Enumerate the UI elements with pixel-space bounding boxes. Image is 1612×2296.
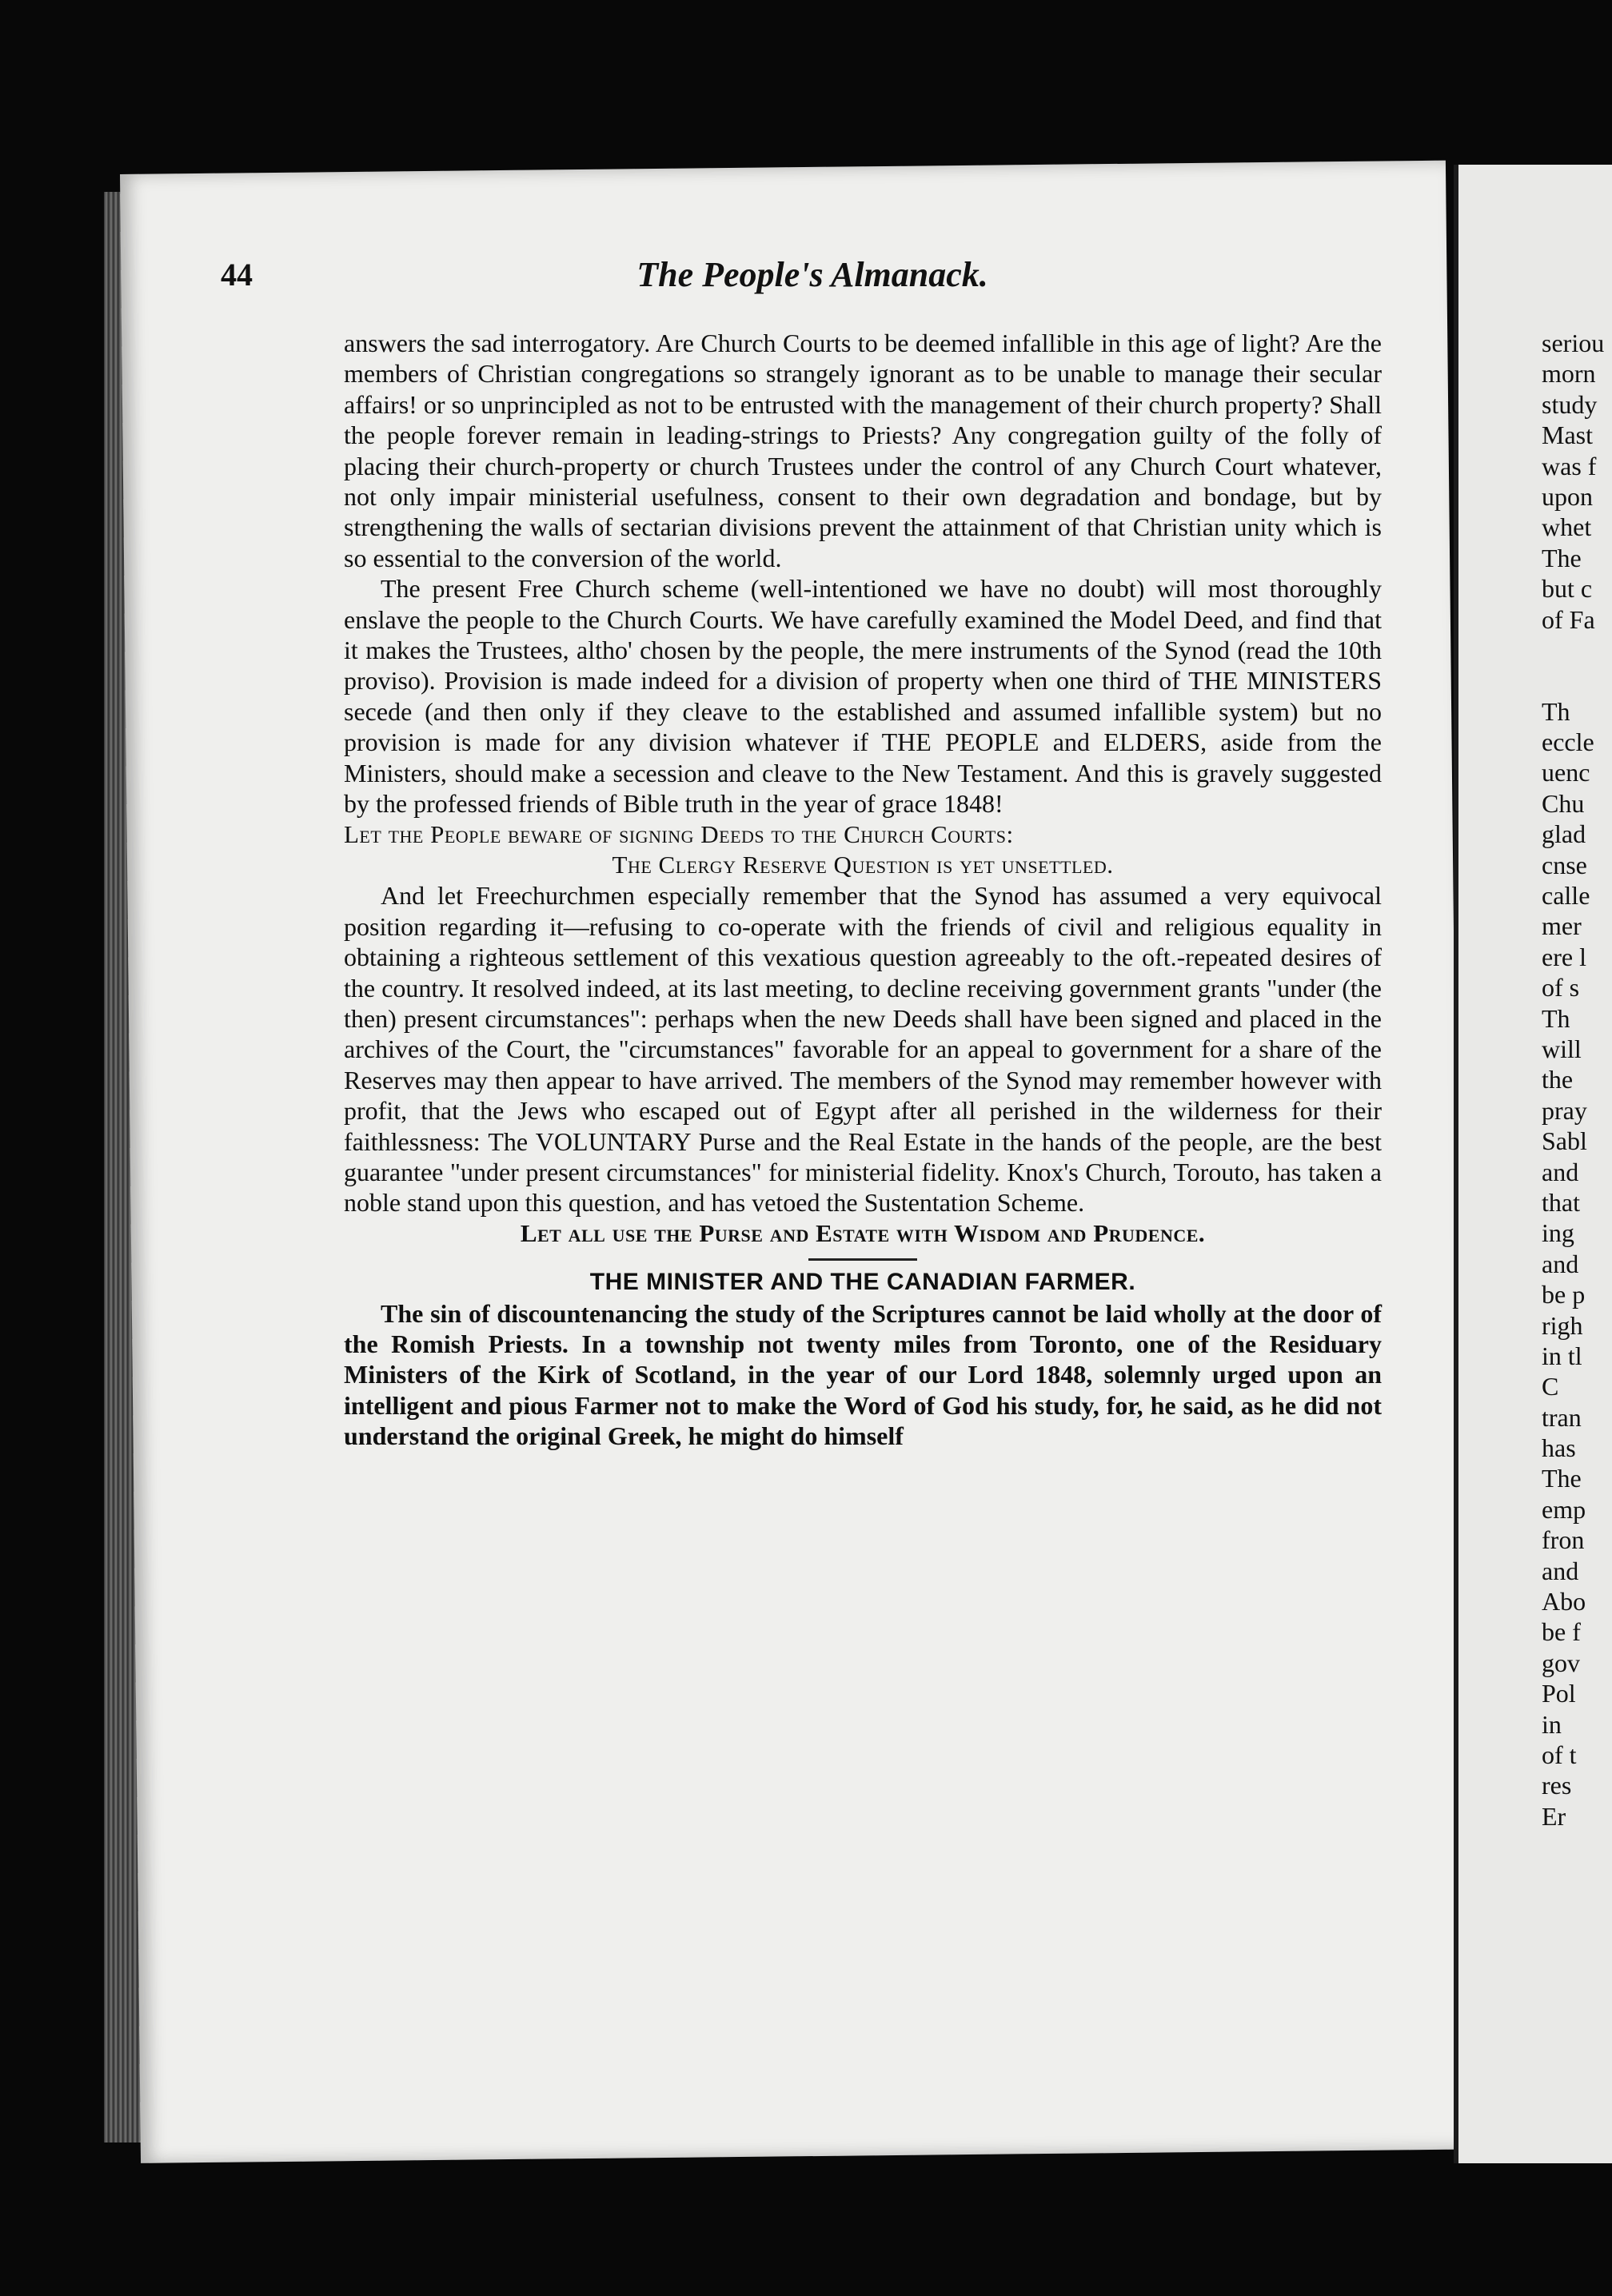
right-page-fragment: upon [1542, 481, 1593, 511]
right-page-fragment: in tl [1542, 1341, 1582, 1370]
right-page-fragment: righ [1542, 1310, 1583, 1340]
warning-line-1: Let the People beware of signing Deeds to the Church Courts: [344, 819, 1014, 848]
running-head [221, 254, 1404, 302]
right-page-fragment: be p [1542, 1280, 1586, 1309]
right-page-fragment: Chu [1542, 788, 1585, 818]
right-page-fragment: Th [1542, 696, 1570, 726]
right-page-fragment: has [1542, 1433, 1576, 1463]
paragraph-1: answers the sad interrogatory. Are Church Courts to be deemed infallible in this age of light? Are the members of Christian congregations so strangely ignorant as to be unable to manage their secular affairs! or so unprincipled as not to be entrusted with the management of their church property? Shall the people forever remain in leading-strings to Priests? Any congregation guilty of the folly of placing their church-property or church Trustees under the control of any Church Court whatever, not only impair ministerial usefulness, consent to their own degradation and bondage, but by strengthening the walls of sectarian divisions prevent the attainment of that Christian unity which is so essential to the conversion of the world. [344, 329, 1382, 572]
right-page-fragment: C [1542, 1372, 1559, 1401]
section-divider [808, 1258, 917, 1261]
right-page-fragment: gov [1542, 1648, 1580, 1677]
right-page-fragment: Th [1542, 1003, 1570, 1033]
right-page-fragment: Pol [1542, 1679, 1576, 1708]
right-page-fragment: The [1542, 1464, 1582, 1493]
paragraph-3: And let Freechurchmen especially remember that the Synod has assumed a very equivocal position regarding it—refusing to co-operate with the friends of civil and religious equality in obtaining a righteous settlement of this vexatious question agreeably to the oft.-repeated desires of the country. It resolved indeed, at its last meeting, to decline receiving government grants "under (the then) present circumstances": perhaps when the new Deeds shall have been signed and placed in the archives of the Court, the "circumstances" favorable for an appeal to government for a share of the Reserves may then appear to have arrived. The members of the Synod may remember however with profit, that the Jews who escaped out of Egypt after all perished in the wilderness for their faithlessness: The VOLUNTARY Purse and the Real Estate in the hands of the people, are the best guarantee "under present circumstances" for ministerial fidelity. Knox's Church, Torouto, has taken a noble stand upon this question, and has vetoed the Sustentation Scheme. [344, 881, 1382, 1218]
right-page-fragment: seriou [1542, 329, 1605, 357]
right-page-fragment [1542, 665, 1612, 696]
right-page-fragment: res [1542, 1771, 1572, 1800]
right-page-text-fragments [1542, 328, 1612, 1832]
right-page-fragment: morn [1542, 359, 1596, 389]
section-title: THE MINISTER AND THE CANADIAN FARMER. [589, 1269, 1136, 1296]
right-page-fragment: was f [1542, 451, 1597, 480]
right-page-fragment: of t [1542, 1740, 1577, 1769]
right-page-fragment: study [1542, 389, 1598, 419]
right-page-fragment: cnse [1542, 850, 1587, 879]
right-page-fragment: ere l [1542, 942, 1586, 971]
right-page-fragment: will [1542, 1034, 1582, 1063]
right-page-fragment: Sabl [1542, 1126, 1587, 1156]
page-text [344, 328, 1382, 2119]
right-page-fragment: mer [1542, 911, 1582, 941]
running-title: The People's Almanack. [636, 255, 988, 294]
right-page-fragment: the [1542, 1065, 1574, 1094]
right-page-fragment: tran [1542, 1402, 1582, 1432]
right-page-fragment: eccle [1542, 727, 1594, 757]
right-page-fragment: Abo [1542, 1587, 1586, 1616]
right-page-fragment: and [1542, 1249, 1579, 1278]
right-page-fragment: fron [1542, 1525, 1585, 1555]
right-page-fragment: ing [1542, 1218, 1574, 1248]
right-page-fragment: pray [1542, 1095, 1587, 1125]
warning-line-3: Let all use the Purse and Estate with Wisdom and Prudence. [520, 1218, 1206, 1247]
right-page-fragment: Mast [1542, 421, 1593, 450]
right-page-fragment: The [1542, 543, 1582, 572]
warning-line-2: The Clergy Reserve Question is yet unsettled. [612, 850, 1114, 879]
right-page-fragment: emp [1542, 1494, 1586, 1524]
right-page-fragment: Er [1542, 1801, 1566, 1831]
right-page-fragment: and [1542, 1157, 1579, 1186]
right-page-fragment: calle [1542, 881, 1590, 911]
right-page-fragment [1542, 635, 1612, 665]
right-page-fragment: of s [1542, 973, 1580, 1003]
right-page-fragment: whet [1542, 512, 1592, 542]
right-page-fragment: uenc [1542, 758, 1590, 787]
paragraph-2: The present Free Church scheme (well-intentioned we have no doubt) will most thoroughly enslave the people to the Church Courts. We have carefully examined the Model Deed, and find that it makes the Trustees, altho' chosen by the people, the mere instruments of the Synod (read the 10th proviso). Provision is made indeed for a division of property when one third of THE MINISTERS secede (and then only if they cleave to the established and assumed infallible system) but no provision is made for any division whatever if THE PEOPLE and ELDERS, aside from the Ministers, should make a secession and cleave to the New Testament. And this is gravely suggested by the professed friends of Bible truth in the year of grace 1848! [344, 574, 1382, 819]
right-page-fragment: and [1542, 1556, 1579, 1585]
page-number: 44 [221, 257, 253, 293]
right-page-fragment: that [1542, 1187, 1580, 1217]
right-page-fragment: but c [1542, 574, 1593, 604]
right-page-fragment: in [1542, 1709, 1562, 1739]
right-page-fragment: be f [1542, 1617, 1581, 1647]
right-page-fragment: of Fa [1542, 604, 1595, 634]
paragraph-4: The sin of discountenancing the study of the Scriptures cannot be laid wholly at the door of the Romish Priests. In a township not twenty miles from Toronto, one of the Residuary Ministers of the Kirk of Scotland, in the year of our Lord 1848, solemnly urged upon an intelligent and pious Farmer not to make the Word of God his study, for, he said, as he did not understand the original Greek, he might do himself [344, 1298, 1382, 1451]
right-page-fragment: glad [1542, 819, 1586, 849]
